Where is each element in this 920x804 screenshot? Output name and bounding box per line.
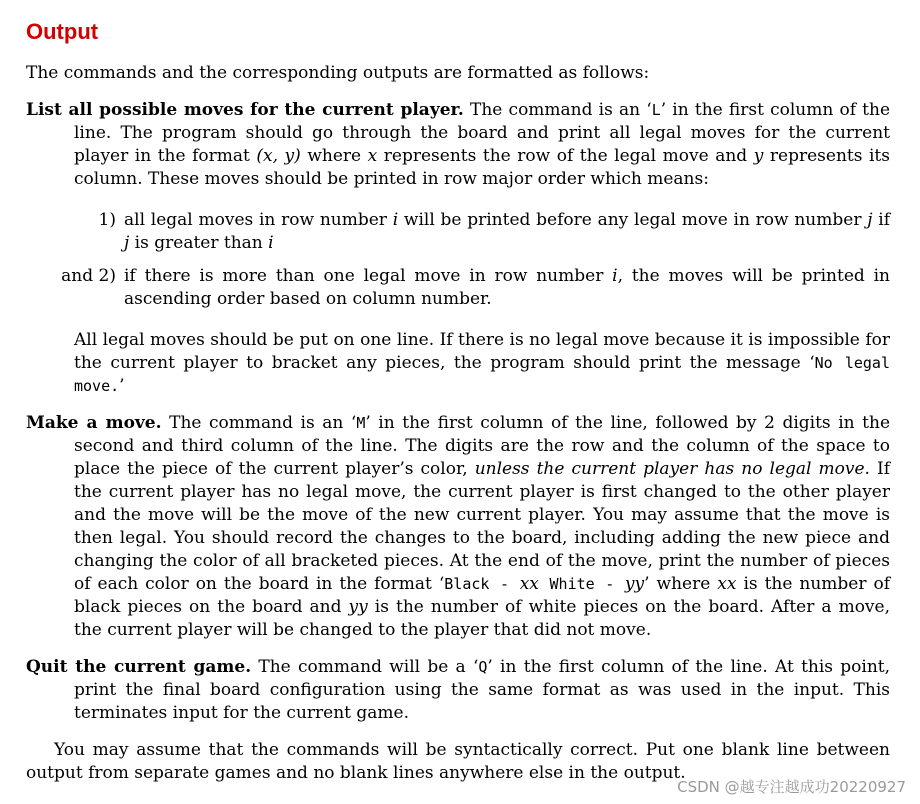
text: all legal moves in row number: [124, 210, 393, 230]
section-heading: Output: [26, 19, 99, 44]
text: is greater than: [129, 233, 269, 253]
math-var: yy: [348, 597, 368, 617]
text: The command is an ‘: [161, 413, 357, 433]
text: will be printed before any legal move in row number: [398, 210, 868, 230]
text: ’ in the first column of the line, followed by 2 digits in the second and third column of the line. The digits are the row and the column of the space to place the piece of the current player’s color,: [74, 413, 891, 479]
command-code: L: [651, 101, 661, 119]
text: ’ in the first column of the line. The program should go through the board and print all legal moves for the current player in the format: [74, 100, 891, 166]
quit-title: Quit the current game.: [26, 657, 252, 677]
message-code: No legal move.: [74, 354, 890, 395]
intro-paragraph: The commands and the corresponding outputs are formatted as follows:: [26, 63, 650, 83]
list-item-label: and 2): [61, 266, 116, 286]
command-code: Q: [478, 658, 488, 676]
list-item-body: [124, 265, 890, 311]
text: if there is more than one legal move in row number: [124, 266, 613, 286]
text: ’: [119, 376, 125, 396]
no-legal-move-paragraph: [26, 329, 890, 398]
list-moves-section: [26, 99, 890, 398]
text: All legal moves should be put on one line. If there is no legal move because it is impossible for the current player to bracket any pieces, the program should print the message ‘: [74, 330, 890, 373]
math-var: j: [124, 233, 130, 253]
math-var: i: [268, 233, 274, 253]
quit-description: [26, 656, 890, 725]
text: if: [872, 210, 890, 230]
math-var: i: [612, 266, 618, 286]
text: represents its column. These moves should be printed in row major order which means:: [74, 146, 890, 189]
math-var: i: [392, 210, 399, 230]
text: ’ where: [644, 574, 718, 594]
text: where: [300, 146, 368, 166]
text: is the number of white pieces on the board. After a move, the current player will be changed to the player that did not move.: [74, 597, 890, 640]
emphasis: unless the current player has no legal move.: [474, 459, 870, 479]
list-item-label: 1): [98, 210, 116, 230]
make-move-description: [26, 412, 890, 642]
command-code: M: [356, 414, 366, 432]
math-var: xx: [519, 574, 539, 594]
text: The command will be a ‘: [251, 657, 479, 677]
text: ’ in the first column of the line. At this point, print the final board configuration using the same format as was used in the input. This terminates input for the current game.: [74, 657, 891, 723]
math-var: j: [867, 210, 873, 230]
text: represents the row of the legal move and: [377, 146, 754, 166]
list-moves-title: List all possible moves for the current player.: [26, 100, 464, 120]
make-move-title: Make a move.: [26, 413, 162, 433]
math-var: x: [367, 146, 378, 166]
math-var: y: [753, 146, 764, 166]
quit-section: [26, 656, 890, 725]
list-item: [26, 209, 890, 255]
format-code: Black -: [444, 575, 520, 593]
text: If the current player has no legal move, the current player is first changed to the other player and the move will be the move of the new current player. You may assume that the move is then legal. You should record the changes to the board, including adding the new piece and changing the color of all bracketed pieces. At the end of the move, print the number of pieces of each color on the board in the format ‘: [74, 459, 890, 594]
make-move-section: [26, 412, 890, 642]
text: , the moves will be printed in ascending order based on column number.: [124, 266, 890, 309]
format-code: White -: [538, 575, 625, 593]
text: is the number of black pieces on the board and: [74, 574, 891, 617]
list-moves-description: [26, 99, 890, 191]
math-var: xx: [717, 574, 737, 594]
list-item: [26, 265, 890, 311]
closing-paragraph: You may assume that the commands will be syntactically correct. Put one blank line between output from separate games and no blank lines anywhere else in the output.: [26, 740, 890, 783]
math-var: yy: [624, 574, 645, 594]
watermark-text: CSDN @越专注越成功20220927: [677, 778, 906, 796]
ordering-list: [26, 209, 890, 311]
document-page: [26, 18, 890, 785]
text: The command is an ‘: [463, 100, 652, 120]
list-item-body: [124, 209, 890, 255]
format-math: (x, y): [256, 146, 301, 166]
